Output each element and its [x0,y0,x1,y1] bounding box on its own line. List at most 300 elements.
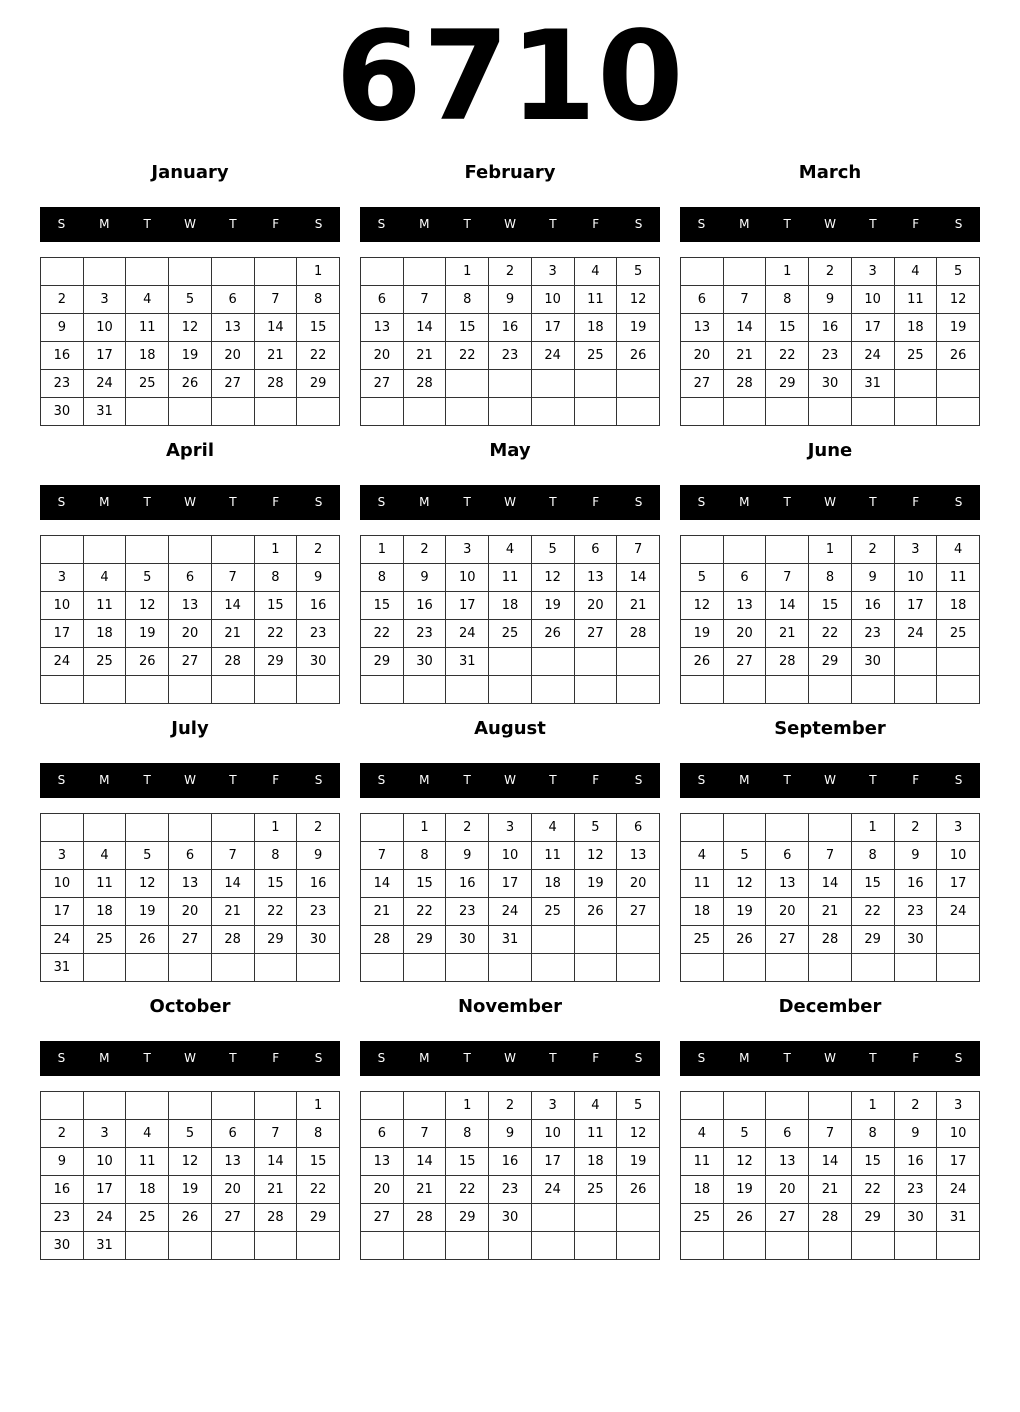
week-row [681,1148,980,1176]
day-cell [574,1232,617,1260]
day-cell [681,954,724,982]
day-cell: 7 [361,842,404,870]
month-title: November [457,996,563,1017]
week-row [681,648,980,676]
week-row [361,898,660,926]
day-cell: 2 [297,814,340,842]
day-cell: 26 [937,342,980,370]
week-row [361,954,660,982]
day-grid [360,535,660,704]
day-cell: 31 [446,648,489,676]
day-cell: 15 [297,314,340,342]
weekday-header [360,1041,660,1076]
day-cell [851,398,894,426]
weekday-label: M [99,495,110,509]
day-cell: 12 [681,592,724,620]
day-cell: 28 [809,926,852,954]
weekday-label: M [419,495,430,509]
day-cell [361,676,404,704]
week-row [681,954,980,982]
week-row [361,676,660,704]
day-cell: 15 [446,314,489,342]
day-cell: 18 [83,620,126,648]
day-cell: 9 [446,842,489,870]
day-cell [41,1092,84,1120]
day-cell: 7 [254,1120,297,1148]
day-cell [766,676,809,704]
week-row [681,370,980,398]
week-row [41,954,340,982]
day-cell: 10 [489,842,532,870]
day-cell: 28 [254,1204,297,1232]
month-title: May [489,440,531,461]
day-cell: 19 [574,870,617,898]
day-cell: 24 [937,1176,980,1204]
day-cell: 21 [723,342,766,370]
day-cell [574,648,617,676]
day-cell [617,926,660,954]
week-row [41,370,340,398]
day-cell: 24 [937,898,980,926]
day-cell: 4 [574,258,617,286]
weekday-label: W [824,217,836,231]
week-row [681,676,980,704]
day-cell: 25 [937,620,980,648]
day-cell: 28 [403,370,446,398]
day-cell: 1 [851,814,894,842]
day-cell [126,954,169,982]
day-cell [361,1092,404,1120]
week-row [41,1232,340,1260]
day-cell [126,814,169,842]
day-cell: 22 [766,342,809,370]
weekday-label: S [954,773,963,787]
day-cell: 17 [41,898,84,926]
week-row [681,870,980,898]
weekday-label: F [912,773,920,787]
day-cell [617,1232,660,1260]
week-row [681,1204,980,1232]
week-row [41,870,340,898]
day-cell: 20 [169,620,212,648]
day-cell: 6 [361,1120,404,1148]
day-cell: 26 [617,342,660,370]
weekday-label: S [634,1051,643,1065]
day-cell: 14 [211,870,254,898]
day-cell [766,1232,809,1260]
week-row [681,1092,980,1120]
weekday-label: W [184,773,196,787]
week-row [681,926,980,954]
day-cell: 17 [83,1176,126,1204]
weekday-label: M [419,217,430,231]
day-cell: 7 [403,1120,446,1148]
day-cell: 9 [489,286,532,314]
day-cell: 16 [894,870,937,898]
day-cell [169,536,212,564]
weekday-label: S [377,1051,386,1065]
day-cell: 30 [297,926,340,954]
week-row [361,620,660,648]
day-cell: 3 [894,536,937,564]
day-cell [297,954,340,982]
week-row [41,842,340,870]
day-cell: 29 [361,648,404,676]
day-cell: 12 [723,1148,766,1176]
day-cell: 19 [681,620,724,648]
day-cell [681,814,724,842]
day-cell [937,648,980,676]
week-row [361,926,660,954]
day-cell [809,954,852,982]
day-cell: 25 [894,342,937,370]
day-cell: 2 [489,258,532,286]
day-cell: 5 [723,1120,766,1148]
day-cell: 1 [766,258,809,286]
day-cell: 12 [169,1148,212,1176]
weekday-label: S [57,1051,66,1065]
weekday-label: F [592,1051,600,1065]
day-cell: 15 [297,1148,340,1176]
weekday-label: T [869,773,877,787]
week-row [361,1148,660,1176]
day-cell: 7 [211,842,254,870]
weekday-label: T [549,773,557,787]
day-cell: 13 [617,842,660,870]
weekday-label: W [824,773,836,787]
day-cell: 10 [446,564,489,592]
day-cell: 29 [403,926,446,954]
month-title: February [464,162,556,183]
day-cell: 18 [489,592,532,620]
day-cell: 9 [894,1120,937,1148]
day-cell: 24 [531,342,574,370]
day-cell: 13 [723,592,766,620]
day-cell [489,398,532,426]
week-row [41,620,340,648]
week-row [41,648,340,676]
day-cell: 12 [723,870,766,898]
day-cell: 1 [254,814,297,842]
weekday-header [40,485,340,520]
week-row [41,1092,340,1120]
day-cell: 25 [531,898,574,926]
day-cell: 10 [83,1148,126,1176]
weekday-label: W [504,217,516,231]
day-cell: 23 [851,620,894,648]
day-cell [937,1232,980,1260]
day-cell: 30 [403,648,446,676]
day-cell: 9 [809,286,852,314]
day-cell [894,676,937,704]
day-cell [723,1232,766,1260]
weekday-label: T [869,495,877,509]
day-cell: 13 [169,870,212,898]
week-row [361,842,660,870]
day-cell: 3 [531,1092,574,1120]
weekday-label: S [57,773,66,787]
weekday-label: S [954,495,963,509]
day-cell: 23 [809,342,852,370]
day-cell [211,258,254,286]
weekday-label: M [419,773,430,787]
week-row [41,286,340,314]
day-cell [126,258,169,286]
week-row [681,564,980,592]
weekday-header [360,207,660,242]
day-cell: 16 [489,1148,532,1176]
day-cell: 2 [403,536,446,564]
weekday-label: S [57,217,66,231]
day-cell: 6 [169,842,212,870]
weekday-label: M [99,217,110,231]
day-cell: 20 [681,342,724,370]
day-cell: 3 [83,286,126,314]
day-cell: 12 [531,564,574,592]
day-cell: 5 [126,842,169,870]
day-cell: 10 [851,286,894,314]
day-cell: 31 [83,1232,126,1260]
weekday-header [360,485,660,520]
day-cell [169,676,212,704]
weekday-label: S [634,773,643,787]
day-cell: 12 [617,1120,660,1148]
day-cell: 13 [766,1148,809,1176]
day-cell: 23 [446,898,489,926]
day-cell: 9 [41,314,84,342]
day-cell: 30 [446,926,489,954]
day-cell [617,954,660,982]
day-cell [41,676,84,704]
month-title: March [798,162,862,183]
weekday-label: S [697,1051,706,1065]
day-cell: 3 [446,536,489,564]
day-cell: 15 [403,870,446,898]
weekday-label: T [229,495,237,509]
day-cell: 6 [766,842,809,870]
day-cell [169,814,212,842]
day-cell: 22 [446,1176,489,1204]
week-row [361,342,660,370]
weekday-label: T [783,1051,791,1065]
day-cell: 21 [403,342,446,370]
day-cell: 4 [531,814,574,842]
day-cell [403,954,446,982]
day-cell: 9 [894,842,937,870]
weekday-label: T [229,217,237,231]
day-cell: 6 [211,286,254,314]
day-cell: 7 [723,286,766,314]
day-cell: 20 [361,1176,404,1204]
day-cell [937,398,980,426]
day-cell: 14 [403,1148,446,1176]
day-cell: 13 [574,564,617,592]
day-cell: 10 [41,870,84,898]
day-cell: 17 [851,314,894,342]
day-cell: 27 [169,926,212,954]
day-cell: 23 [41,1204,84,1232]
weekday-label: F [272,495,280,509]
day-cell: 20 [766,898,809,926]
day-cell: 27 [361,370,404,398]
day-cell: 1 [446,258,489,286]
day-cell: 8 [766,286,809,314]
day-cell [83,258,126,286]
day-cell: 3 [41,842,84,870]
day-cell [723,676,766,704]
day-cell: 2 [894,814,937,842]
day-cell [254,676,297,704]
day-cell: 26 [723,926,766,954]
weekday-label: T [229,1051,237,1065]
day-cell: 19 [126,620,169,648]
day-cell [126,676,169,704]
day-cell: 18 [681,1176,724,1204]
day-cell [723,258,766,286]
week-row [361,814,660,842]
day-cell: 20 [766,1176,809,1204]
day-cell: 16 [851,592,894,620]
weekday-label: F [592,495,600,509]
day-grid [680,535,980,704]
day-cell [574,1204,617,1232]
day-cell: 25 [83,648,126,676]
day-cell: 19 [723,1176,766,1204]
day-cell: 28 [809,1204,852,1232]
day-cell: 11 [126,1148,169,1176]
day-cell [211,814,254,842]
day-cell: 9 [403,564,446,592]
day-cell: 13 [681,314,724,342]
day-cell: 16 [403,592,446,620]
day-cell: 7 [809,1120,852,1148]
week-row [681,1176,980,1204]
weekday-label: M [99,1051,110,1065]
day-cell: 23 [489,342,532,370]
weekday-label: M [739,495,750,509]
day-cell [211,398,254,426]
day-cell: 22 [851,898,894,926]
day-cell [361,398,404,426]
day-cell: 2 [894,1092,937,1120]
day-cell: 24 [489,898,532,926]
day-cell: 30 [851,648,894,676]
week-row [681,898,980,926]
day-cell: 29 [851,926,894,954]
weekday-label: F [912,1051,920,1065]
day-cell: 23 [894,1176,937,1204]
day-cell [531,954,574,982]
day-cell: 14 [617,564,660,592]
week-row [41,564,340,592]
day-cell: 3 [489,814,532,842]
day-cell: 25 [489,620,532,648]
weekday-label: T [463,217,471,231]
day-cell: 8 [297,1120,340,1148]
day-cell [723,536,766,564]
day-cell [681,258,724,286]
day-cell [681,676,724,704]
week-row [41,342,340,370]
day-cell [681,536,724,564]
day-cell: 11 [531,842,574,870]
day-cell [574,676,617,704]
day-cell: 29 [446,1204,489,1232]
weekday-header [40,207,340,242]
weekday-label: T [143,495,151,509]
day-cell: 17 [489,870,532,898]
week-row [681,842,980,870]
day-cell: 13 [766,870,809,898]
day-cell: 9 [297,564,340,592]
day-cell: 28 [617,620,660,648]
day-cell: 22 [254,620,297,648]
weekday-label: S [634,495,643,509]
day-cell: 21 [361,898,404,926]
day-cell: 17 [937,870,980,898]
day-cell: 19 [169,342,212,370]
day-cell [574,398,617,426]
week-row [681,592,980,620]
week-row [361,564,660,592]
month-title: April [165,440,215,461]
week-row [361,648,660,676]
day-cell: 1 [297,1092,340,1120]
day-cell: 14 [211,592,254,620]
day-cell: 24 [531,1176,574,1204]
day-cell: 8 [851,1120,894,1148]
day-grid [40,257,340,426]
day-cell [937,370,980,398]
weekday-label: S [697,773,706,787]
day-cell: 24 [41,648,84,676]
day-cell [851,1232,894,1260]
day-cell: 23 [489,1176,532,1204]
weekday-label: W [504,495,516,509]
day-cell: 10 [41,592,84,620]
day-cell: 3 [937,814,980,842]
weekday-label: T [229,773,237,787]
day-cell: 27 [211,370,254,398]
day-cell: 29 [851,1204,894,1232]
week-row [681,342,980,370]
day-cell: 2 [851,536,894,564]
day-cell: 23 [894,898,937,926]
day-cell [211,676,254,704]
day-cell: 11 [83,592,126,620]
day-cell: 12 [169,314,212,342]
day-cell: 14 [809,870,852,898]
day-cell: 10 [531,286,574,314]
week-row [41,1148,340,1176]
weekday-label: T [143,773,151,787]
day-cell: 21 [254,342,297,370]
day-cell: 15 [254,592,297,620]
weekday-label: T [143,1051,151,1065]
day-cell: 10 [937,1120,980,1148]
day-cell: 31 [83,398,126,426]
weekday-label: S [314,495,323,509]
day-cell: 27 [681,370,724,398]
weekday-header [680,207,980,242]
day-cell: 25 [681,926,724,954]
day-cell: 19 [169,1176,212,1204]
day-cell: 25 [574,1176,617,1204]
day-cell: 22 [254,898,297,926]
day-cell: 23 [297,898,340,926]
day-cell: 15 [851,1148,894,1176]
day-cell: 23 [403,620,446,648]
